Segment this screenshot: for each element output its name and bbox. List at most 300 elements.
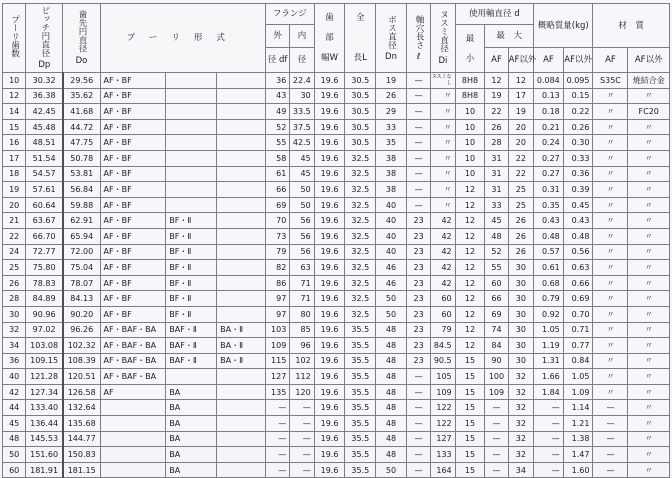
tip-diameter-cell: 135.68 xyxy=(63,416,100,432)
flange-outer-cell: 58 xyxy=(265,150,289,166)
mass-other-cell: 0.63 xyxy=(563,260,593,276)
material-other-cell: 〃 xyxy=(628,166,670,182)
teeth-cell: 19 xyxy=(3,182,26,198)
flange-outer-cell: 86 xyxy=(265,275,289,291)
teeth-cell: 30 xyxy=(3,306,26,322)
shaft-hole-cell: 23 xyxy=(406,353,430,369)
mass-af-cell: 0.79 xyxy=(534,291,564,307)
nusumi-cell: 42 xyxy=(431,260,455,276)
mass-af-cell: — xyxy=(534,400,564,416)
bore-min-cell: 15 xyxy=(455,384,485,400)
mass-af-cell: 0.24 xyxy=(534,135,564,151)
teeth-cell: 60 xyxy=(3,462,26,478)
boss-diameter-cell: 38 xyxy=(376,166,407,182)
mass-af-cell: — xyxy=(534,447,564,463)
header-flange-outer-dia: 径 df xyxy=(265,48,289,73)
tip-diameter-cell: 120.51 xyxy=(63,369,100,385)
table-row xyxy=(3,384,670,400)
flange-outer-cell: — xyxy=(265,416,289,432)
bore-other-cell: 26 xyxy=(508,213,533,229)
mass-other-cell: 0.26 xyxy=(563,119,593,135)
nusumi-cell: 〃 xyxy=(431,135,455,151)
boss-diameter-cell: 48 xyxy=(376,322,407,338)
teeth-cell: 28 xyxy=(3,291,26,307)
form-col2-cell: BAF・Ⅱ xyxy=(166,322,217,338)
mass-other-cell: 1.21 xyxy=(563,416,593,432)
mass-af-cell: 0.35 xyxy=(534,197,564,213)
nusumi-cell: 〃 xyxy=(431,88,455,104)
shaft-hole-cell: — xyxy=(406,400,430,416)
teeth-cell: 24 xyxy=(3,244,26,260)
bore-af-cell: — xyxy=(485,400,508,416)
teeth-cell: 32 xyxy=(3,322,26,338)
boss-diameter-cell: 33 xyxy=(376,119,407,135)
form-col2-cell: BF・Ⅱ xyxy=(166,260,217,276)
header-material: 材 質 xyxy=(593,4,670,48)
bore-af-cell: — xyxy=(485,431,508,447)
boss-diameter-cell: 46 xyxy=(376,260,407,276)
form-col1-cell xyxy=(100,431,166,447)
nusumi-cell: 164 xyxy=(431,462,455,478)
bore-min-cell: 12 xyxy=(455,291,485,307)
material-other-cell: 〃 xyxy=(628,228,670,244)
bore-af-cell: — xyxy=(485,416,508,432)
mass-af-cell: — xyxy=(534,462,564,478)
tooth-width-cell: 19.6 xyxy=(314,306,345,322)
total-length-cell: 32.5 xyxy=(345,291,376,307)
teeth-cell: 50 xyxy=(3,447,26,463)
form-col1-cell: AF・BF xyxy=(100,150,166,166)
tooth-width-cell: 19.6 xyxy=(314,416,345,432)
teeth-cell: 42 xyxy=(3,384,26,400)
form-col1-cell: AF・BF xyxy=(100,88,166,104)
nusumi-cell: 42 xyxy=(431,275,455,291)
form-col2-cell: BF・Ⅱ xyxy=(166,306,217,322)
nusumi-cell: 109 xyxy=(431,384,455,400)
pitch-diameter-cell: 151.60 xyxy=(26,447,63,463)
form-col1-cell xyxy=(100,462,166,478)
mass-other-cell: 0.56 xyxy=(563,244,593,260)
mass-af-cell: 0.27 xyxy=(534,166,564,182)
header-mass-af: AF xyxy=(534,48,564,73)
bore-af-cell: 22 xyxy=(485,104,508,120)
total-length-cell: 30.5 xyxy=(345,88,376,104)
table-row xyxy=(3,275,670,291)
material-af-cell: 〃 xyxy=(593,150,628,166)
material-other-cell: 〃 xyxy=(628,244,670,260)
tip-diameter-cell: 90.20 xyxy=(63,306,100,322)
nusumi-cell: 60 xyxy=(431,306,455,322)
material-other-cell: 〃 xyxy=(628,384,670,400)
header-pitch-diameter: ピッチ円直径 Dp xyxy=(26,4,63,73)
form-col3-cell xyxy=(217,384,266,400)
flange-outer-cell: — xyxy=(265,431,289,447)
mass-af-cell: 1.31 xyxy=(534,353,564,369)
boss-diameter-cell: 38 xyxy=(376,150,407,166)
mass-other-cell: 0.22 xyxy=(563,104,593,120)
flange-inner-cell: — xyxy=(290,400,314,416)
tooth-width-cell: 19.6 xyxy=(314,182,345,198)
nusumi-cell: 〃 xyxy=(431,166,455,182)
mass-af-cell: 0.31 xyxy=(534,182,564,198)
flange-inner-cell: — xyxy=(290,416,314,432)
teeth-cell: 16 xyxy=(3,135,26,151)
pitch-diameter-cell: 181.91 xyxy=(26,462,63,478)
bore-min-cell: 15 xyxy=(455,369,485,385)
shaft-hole-cell: — xyxy=(406,416,430,432)
boss-diameter-cell: 50 xyxy=(376,291,407,307)
bore-af-cell: 66 xyxy=(485,291,508,307)
bore-other-cell: 32 xyxy=(508,384,533,400)
mass-other-cell: 0.45 xyxy=(563,197,593,213)
shaft-hole-cell: 23 xyxy=(406,228,430,244)
flange-inner-cell: — xyxy=(290,447,314,463)
bore-other-cell: 32 xyxy=(508,400,533,416)
table-row xyxy=(3,447,670,463)
bore-other-cell: 22 xyxy=(508,166,533,182)
flange-outer-cell: 103 xyxy=(265,322,289,338)
tip-diameter-cell: 62.91 xyxy=(63,213,100,229)
form-col3-cell: BA・Ⅱ xyxy=(217,322,266,338)
mass-af-cell: 1.84 xyxy=(534,384,564,400)
material-af-cell: 〃 xyxy=(593,166,628,182)
mass-other-cell: 0.77 xyxy=(563,338,593,354)
material-other-cell: 〃 xyxy=(628,88,670,104)
material-af-cell: 〃 xyxy=(593,104,628,120)
bore-other-cell: 30 xyxy=(508,306,533,322)
nusumi-cell: 122 xyxy=(431,400,455,416)
form-col3-cell xyxy=(217,119,266,135)
flange-inner-cell: 80 xyxy=(290,306,314,322)
bore-min-cell: 12 xyxy=(455,306,485,322)
pitch-diameter-cell: 97.02 xyxy=(26,322,63,338)
bore-min-cell: 15 xyxy=(455,353,485,369)
pitch-diameter-cell: 75.80 xyxy=(26,260,63,276)
form-col1-cell: AF・BF xyxy=(100,182,166,198)
form-col1-cell: AF xyxy=(100,384,166,400)
boss-diameter-cell: 48 xyxy=(376,384,407,400)
flange-outer-cell: 55 xyxy=(265,135,289,151)
shaft-hole-cell: 23 xyxy=(406,244,430,260)
total-length-cell: 35.5 xyxy=(345,416,376,432)
form-col3-cell xyxy=(217,182,266,198)
bore-min-cell: 15 xyxy=(455,462,485,478)
bore-min-cell: 15 xyxy=(455,447,485,463)
form-col2-cell xyxy=(166,88,217,104)
table-row xyxy=(3,353,670,369)
header-nusumi-diameter: ヌスミ直径 Di xyxy=(431,4,455,73)
shaft-hole-cell: — xyxy=(406,135,430,151)
form-col2-cell: BF・Ⅱ xyxy=(166,244,217,260)
flange-outer-cell: 49 xyxy=(265,104,289,120)
nusumi-cell: 〃 xyxy=(431,150,455,166)
mass-other-cell: 0.15 xyxy=(563,88,593,104)
bore-min-cell: 12 xyxy=(455,322,485,338)
tip-diameter-cell: 35.62 xyxy=(63,88,100,104)
material-other-cell: 〃 xyxy=(628,462,670,478)
form-col3-cell xyxy=(217,462,266,478)
material-af-cell: 〃 xyxy=(593,88,628,104)
table-header xyxy=(3,4,670,73)
header-material-other: AF以外 xyxy=(628,48,670,73)
flange-inner-cell: 56 xyxy=(290,244,314,260)
nusumi-cell: 〃 xyxy=(431,119,455,135)
mass-other-cell: 0.48 xyxy=(563,228,593,244)
table-row xyxy=(3,306,670,322)
shaft-hole-cell: — xyxy=(406,447,430,463)
pitch-diameter-cell: 42.45 xyxy=(26,104,63,120)
shaft-hole-cell: 23 xyxy=(406,275,430,291)
bore-min-cell: 12 xyxy=(455,213,485,229)
total-length-cell: 35.5 xyxy=(345,447,376,463)
total-length-cell: 30.5 xyxy=(345,73,376,89)
mass-other-cell: 0.095 xyxy=(563,73,593,89)
header-material-af: AF xyxy=(593,48,628,73)
tooth-width-cell: 19.6 xyxy=(314,228,345,244)
table-row xyxy=(3,228,670,244)
header-tooth-width: 歯 部 幅W xyxy=(314,4,345,73)
mass-other-cell: 0.70 xyxy=(563,306,593,322)
table-row xyxy=(3,462,670,478)
material-other-cell: 〃 xyxy=(628,275,670,291)
flange-inner-cell: 96 xyxy=(290,338,314,354)
table-row xyxy=(3,104,670,120)
pitch-diameter-cell: 121.28 xyxy=(26,369,63,385)
bore-other-cell: 20 xyxy=(508,135,533,151)
flange-outer-cell: — xyxy=(265,447,289,463)
mass-af-cell: — xyxy=(534,416,564,432)
flange-inner-cell: — xyxy=(290,431,314,447)
material-other-cell: FC20 xyxy=(628,104,670,120)
teeth-cell: 34 xyxy=(3,338,26,354)
tooth-width-cell: 19.6 xyxy=(314,260,345,276)
form-col1-cell: AF・BF xyxy=(100,119,166,135)
flange-outer-cell: 79 xyxy=(265,244,289,260)
bore-min-cell: 12 xyxy=(455,182,485,198)
header-teeth: プーリ歯数 xyxy=(3,4,26,73)
form-col1-cell: AF・BF xyxy=(100,104,166,120)
bore-other-cell: 30 xyxy=(508,353,533,369)
flange-outer-cell: 127 xyxy=(265,369,289,385)
tooth-width-cell: 19.6 xyxy=(314,400,345,416)
material-af-cell: 〃 xyxy=(593,260,628,276)
tooth-width-cell: 19.6 xyxy=(314,338,345,354)
bore-other-cell: 32 xyxy=(508,416,533,432)
header-bore-min: 最 小 xyxy=(455,25,485,73)
tooth-width-cell: 19.6 xyxy=(314,104,345,120)
material-af-cell: 〃 xyxy=(593,182,628,198)
teeth-cell: 20 xyxy=(3,197,26,213)
material-other-cell: 〃 xyxy=(628,447,670,463)
mass-other-cell: 0.71 xyxy=(563,322,593,338)
shaft-hole-cell: 23 xyxy=(406,306,430,322)
pitch-diameter-cell: 145.53 xyxy=(26,431,63,447)
bore-af-cell: 26 xyxy=(485,119,508,135)
tooth-width-cell: 19.6 xyxy=(314,431,345,447)
shaft-hole-cell: — xyxy=(406,182,430,198)
flange-outer-cell: 109 xyxy=(265,338,289,354)
form-col3-cell xyxy=(217,166,266,182)
flange-inner-cell: 71 xyxy=(290,275,314,291)
tooth-width-cell: 19.6 xyxy=(314,119,345,135)
pitch-diameter-cell: 136.44 xyxy=(26,416,63,432)
shaft-hole-cell: 23 xyxy=(406,213,430,229)
shaft-hole-cell: 23 xyxy=(406,322,430,338)
nusumi-cell: 42 xyxy=(431,213,455,229)
tip-diameter-cell: 65.94 xyxy=(63,228,100,244)
flange-outer-cell: 66 xyxy=(265,182,289,198)
tip-diameter-cell: 108.39 xyxy=(63,353,100,369)
teeth-cell: 45 xyxy=(3,416,26,432)
bore-min-cell: 10 xyxy=(455,150,485,166)
flange-inner-cell: 56 xyxy=(290,213,314,229)
form-col3-cell xyxy=(217,291,266,307)
shaft-hole-cell: 23 xyxy=(406,338,430,354)
flange-inner-cell: 42.5 xyxy=(290,135,314,151)
table-row xyxy=(3,73,670,89)
form-col1-cell xyxy=(100,416,166,432)
form-col2-cell: BF・Ⅱ xyxy=(166,213,217,229)
header-bore-max: 最 大 xyxy=(485,25,534,48)
flange-inner-cell: 22.4 xyxy=(290,73,314,89)
boss-diameter-cell: 40 xyxy=(376,197,407,213)
form-col2-cell xyxy=(166,73,217,89)
bore-other-cell: 20 xyxy=(508,119,533,135)
flange-outer-cell: 82 xyxy=(265,260,289,276)
total-length-cell: 32.5 xyxy=(345,228,376,244)
flange-inner-cell: 71 xyxy=(290,291,314,307)
bore-min-cell: 12 xyxy=(455,275,485,291)
nusumi-cell: 79 xyxy=(431,322,455,338)
tip-diameter-cell: 126.58 xyxy=(63,384,100,400)
form-col2-cell: BA xyxy=(166,462,217,478)
form-col3-cell xyxy=(217,197,266,213)
flange-inner-cell: 50 xyxy=(290,197,314,213)
material-other-cell: 〃 xyxy=(628,369,670,385)
form-col3-cell: BA・Ⅱ xyxy=(217,353,266,369)
material-af-cell: 〃 xyxy=(593,306,628,322)
tooth-width-cell: 19.6 xyxy=(314,384,345,400)
nusumi-cell: 127 xyxy=(431,431,455,447)
total-length-cell: 30.5 xyxy=(345,119,376,135)
form-col2-cell xyxy=(166,104,217,120)
bore-af-cell: 52 xyxy=(485,244,508,260)
tooth-width-cell: 19.6 xyxy=(314,353,345,369)
header-bore-diameter: 使用軸直径 d xyxy=(455,4,533,25)
pitch-diameter-cell: 63.67 xyxy=(26,213,63,229)
nusumi-cell: 〃 xyxy=(431,104,455,120)
material-other-cell: 〃 xyxy=(628,338,670,354)
mass-af-cell: 1.19 xyxy=(534,338,564,354)
form-col2-cell xyxy=(166,197,217,213)
table-row xyxy=(3,291,670,307)
header-total-length: 全 長L xyxy=(345,4,376,73)
bore-other-cell: 25 xyxy=(508,182,533,198)
table-row xyxy=(3,431,670,447)
table-row xyxy=(3,166,670,182)
bore-other-cell: 30 xyxy=(508,291,533,307)
form-col1-cell xyxy=(100,400,166,416)
bore-min-cell: 12 xyxy=(455,260,485,276)
material-af-cell: 〃 xyxy=(593,275,628,291)
table-row xyxy=(3,369,670,385)
bore-other-cell: 12 xyxy=(508,73,533,89)
tip-diameter-cell: 181.15 xyxy=(63,462,100,478)
shaft-hole-cell: 23 xyxy=(406,291,430,307)
tip-diameter-cell: 29.56 xyxy=(63,73,100,89)
teeth-cell: 14 xyxy=(3,104,26,120)
mass-af-cell: 0.61 xyxy=(534,260,564,276)
form-col1-cell xyxy=(100,447,166,463)
table-row xyxy=(3,416,670,432)
mass-other-cell: 0.66 xyxy=(563,275,593,291)
mass-other-cell: 1.60 xyxy=(563,462,593,478)
total-length-cell: 32.5 xyxy=(345,213,376,229)
pitch-diameter-cell: 90.96 xyxy=(26,306,63,322)
shaft-hole-cell: 23 xyxy=(406,260,430,276)
bore-min-cell: 12 xyxy=(455,228,485,244)
flange-inner-cell: 85 xyxy=(290,322,314,338)
table-row xyxy=(3,197,670,213)
flange-inner-cell: 56 xyxy=(290,228,314,244)
mass-other-cell: 0.33 xyxy=(563,150,593,166)
form-col2-cell: BA xyxy=(166,416,217,432)
form-col3-cell xyxy=(217,400,266,416)
shaft-hole-cell: — xyxy=(406,384,430,400)
tip-diameter-cell: 59.88 xyxy=(63,197,100,213)
form-col3-cell: BA・Ⅱ xyxy=(217,338,266,354)
tooth-width-cell: 19.6 xyxy=(314,166,345,182)
teeth-cell: 26 xyxy=(3,275,26,291)
header-boss-diameter: ボス直径 Dn xyxy=(376,4,407,73)
boss-diameter-cell: 40 xyxy=(376,244,407,260)
nusumi-cell: 60 xyxy=(431,291,455,307)
mass-af-cell: 0.13 xyxy=(534,88,564,104)
tip-diameter-cell: 78.07 xyxy=(63,275,100,291)
bore-af-cell: 60 xyxy=(485,275,508,291)
header-mass: 概略質量(kg) xyxy=(534,4,593,48)
teeth-cell: 48 xyxy=(3,431,26,447)
tip-diameter-cell: 84.13 xyxy=(63,291,100,307)
form-col1-cell: AF・BF xyxy=(100,73,166,89)
flange-outer-cell: 97 xyxy=(265,291,289,307)
pitch-diameter-cell: 72.77 xyxy=(26,244,63,260)
flange-outer-cell: 69 xyxy=(265,197,289,213)
material-af-cell: 〃 xyxy=(593,369,628,385)
bore-other-cell: 32 xyxy=(508,431,533,447)
total-length-cell: 35.5 xyxy=(345,400,376,416)
tip-diameter-cell: 102.32 xyxy=(63,338,100,354)
pitch-diameter-cell: 78.83 xyxy=(26,275,63,291)
flange-outer-cell: 115 xyxy=(265,353,289,369)
bore-af-cell: — xyxy=(485,447,508,463)
bore-af-cell: 74 xyxy=(485,322,508,338)
tip-diameter-cell: 96.26 xyxy=(63,322,100,338)
boss-diameter-cell: 48 xyxy=(376,338,407,354)
flange-inner-cell: 50 xyxy=(290,182,314,198)
form-col2-cell: BA xyxy=(166,447,217,463)
shaft-hole-cell: — xyxy=(406,150,430,166)
total-length-cell: 32.5 xyxy=(345,150,376,166)
mass-af-cell: 0.43 xyxy=(534,213,564,229)
pitch-diameter-cell: 48.51 xyxy=(26,135,63,151)
total-length-cell: 35.5 xyxy=(345,353,376,369)
form-col3-cell xyxy=(217,73,266,89)
total-length-cell: 35.5 xyxy=(345,462,376,478)
teeth-cell: 40 xyxy=(3,369,26,385)
bore-other-cell: 25 xyxy=(508,197,533,213)
material-af-cell: — xyxy=(593,400,628,416)
